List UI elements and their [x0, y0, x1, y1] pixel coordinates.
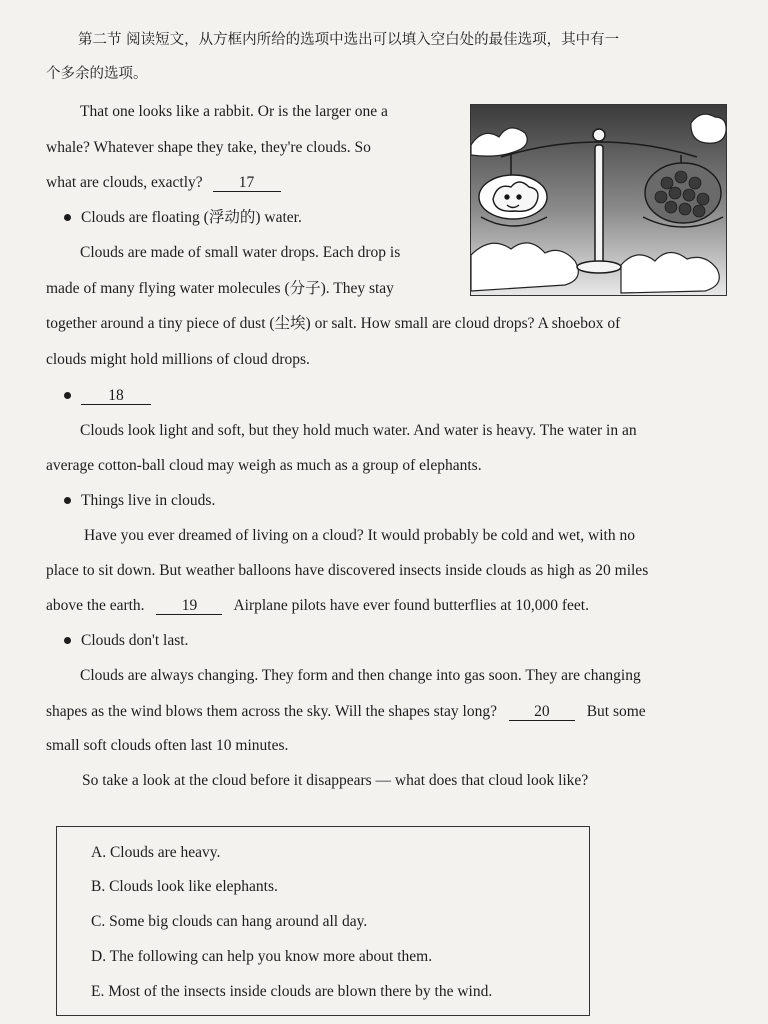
passage-line [46, 702, 646, 722]
bullet-icon [64, 214, 71, 221]
passage-text: Airplane pilots have ever found butterflies at 10,000 feet. [233, 597, 589, 614]
blank-19: 19 [156, 597, 222, 615]
option-c: C. Some big clouds can hang around all day. [91, 913, 368, 930]
section-instruction-cont: 个多余的选项。 [46, 66, 148, 82]
section-instruction: 第二节 阅读短文，从方框内所给的选项中选出可以填入空白处的最佳选项，其中有一 [78, 32, 620, 48]
option-b: B. Clouds look like elephants. [91, 878, 278, 895]
options-box [56, 826, 590, 1016]
passage-line: So take a look at the cloud before it disappears — what does that cloud look like? [82, 772, 589, 789]
passage-text: But some [586, 703, 646, 720]
passage-text: what are clouds, exactly? [46, 174, 203, 191]
option-d: D. The following can help you know more about them. [91, 948, 433, 965]
cloud-on-balance-scale-icon [471, 105, 726, 295]
subheading-bullet [64, 386, 151, 406]
passage-line: place to sit down. But weather balloons have discovered insects inside clouds as high as 20 miles [46, 562, 649, 579]
bullet-icon [64, 637, 71, 644]
passage-text: shapes as the wind blows them across the sky. Will the shapes stay long? [46, 703, 497, 720]
passage-line: clouds might hold millions of cloud drops. [46, 351, 310, 368]
option-a: A. Clouds are heavy. [91, 844, 221, 861]
subheading: Clouds don't last. [81, 632, 189, 649]
option-e: E. Most of the insects inside clouds are blown there by the wind. [91, 983, 493, 1000]
subheading-bullet [64, 208, 302, 228]
passage-line: Have you ever dreamed of living on a cloud? It would probably be cold and wet, with no [84, 527, 635, 544]
passage-line: average cotton-ball cloud may weigh as much as a group of elephants. [46, 457, 482, 474]
subheading-bullet [64, 631, 188, 651]
passage-line: Clouds are made of small water drops. Each drop is [80, 244, 401, 261]
passage-text: above the earth. [46, 597, 145, 614]
passage-line: made of many flying water molecules (分子). They stay [46, 280, 394, 297]
blank-20: 20 [509, 703, 575, 721]
subheading-bullet [64, 491, 215, 511]
bullet-icon [64, 392, 71, 399]
cloud-scale-illustration [470, 104, 727, 296]
bullet-icon [64, 497, 71, 504]
subheading: Clouds are floating (浮动的) water. [81, 209, 302, 226]
passage-line: Clouds look light and soft, but they hold much water. And water is heavy. The water in an [80, 422, 637, 439]
subheading: Things live in clouds. [81, 492, 216, 509]
passage-line: small soft clouds often last 10 minutes. [46, 737, 289, 754]
passage-line [46, 173, 281, 193]
passage-line: together around a tiny piece of dust (尘埃) or salt. How small are cloud drops? A shoebox of [46, 315, 621, 332]
passage-line: Clouds are always changing. They form and then change into gas soon. They are changing [80, 667, 641, 684]
passage-line [46, 596, 589, 616]
passage-line: That one looks like a rabbit. Or is the larger one a [80, 103, 388, 120]
blank-17: 17 [213, 174, 281, 192]
blank-18: 18 [81, 387, 151, 405]
passage-line: whale? Whatever shape they take, they're clouds. So [46, 139, 371, 156]
